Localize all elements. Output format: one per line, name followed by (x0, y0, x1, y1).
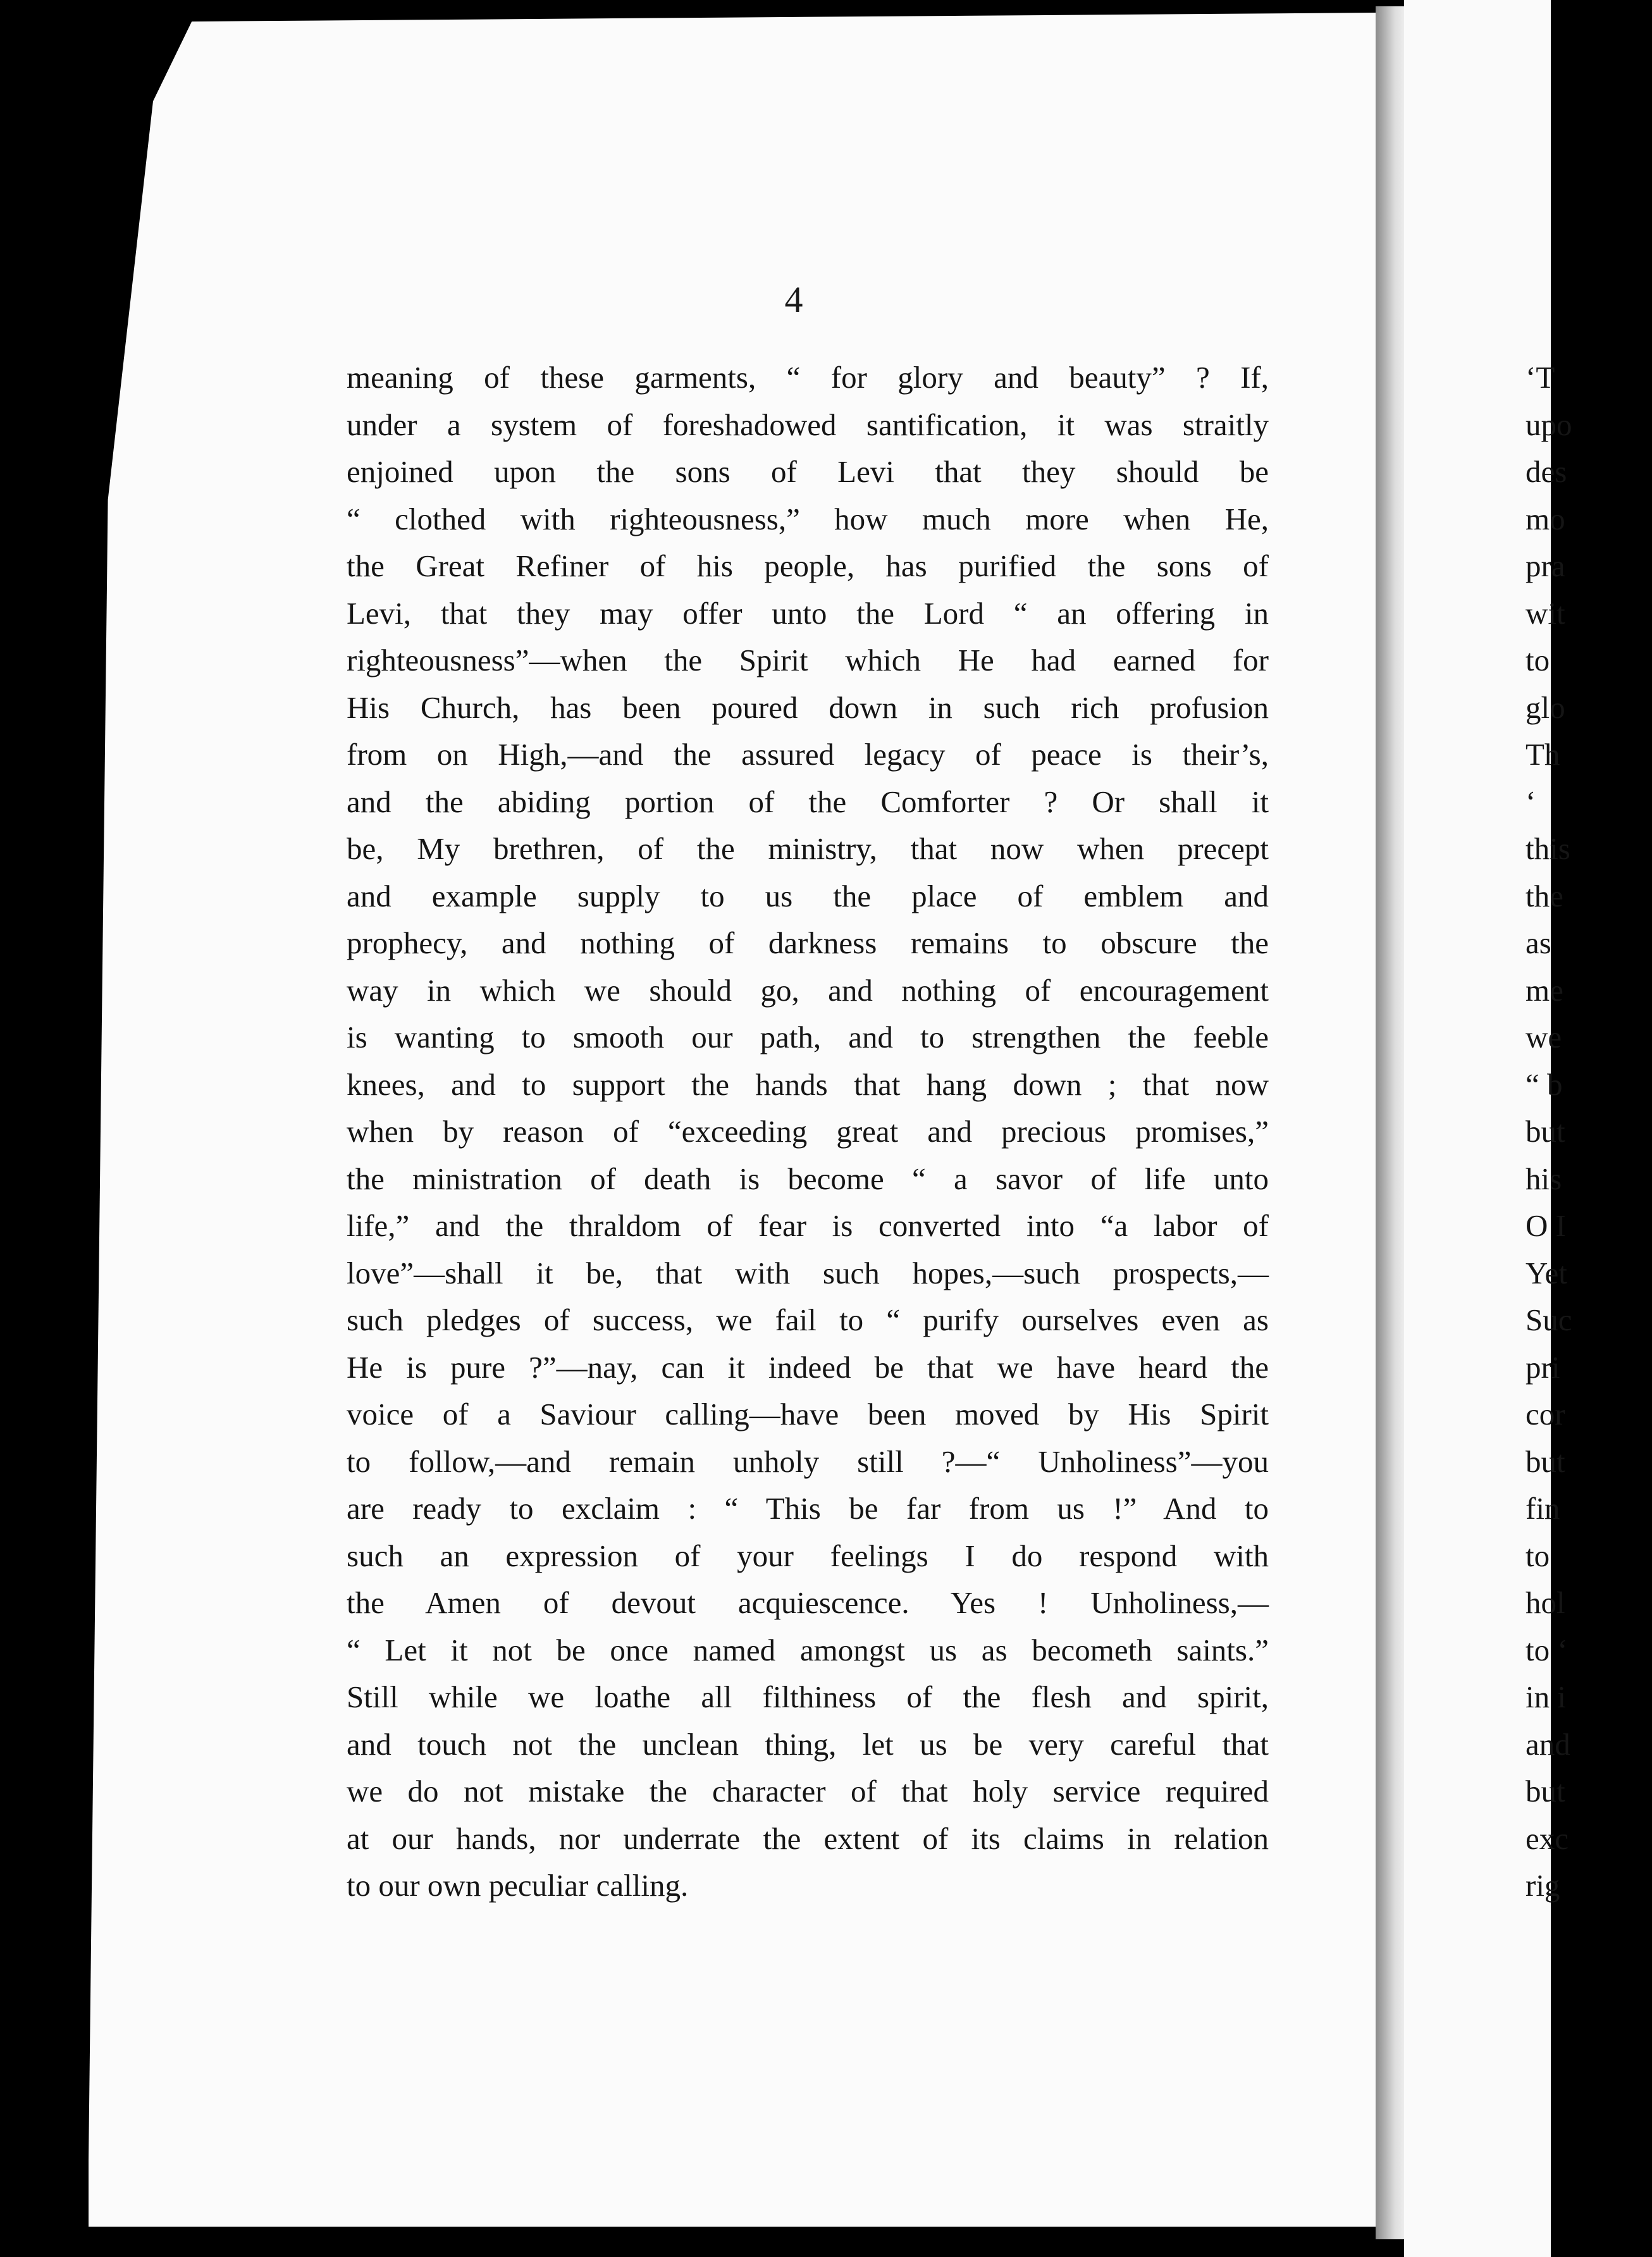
facing-page-fragment: wit (1526, 595, 1565, 631)
facing-page-fragment: mo (1526, 501, 1565, 536)
text-line: and touch not the unclean thing, let us be very careful that (347, 1726, 1269, 1762)
text-line: are ready to exclaim : “ This be far from us !” And to (347, 1491, 1269, 1526)
text-line: from on High,—and the assured legacy of peace is their’s, (347, 737, 1269, 772)
text-line: righteousness”—when the Spirit which He had earned for (347, 643, 1269, 677)
text-line: Still while we loathe all filthiness of the flesh and spirit, (347, 1679, 1269, 1714)
facing-page-fragment: “ b (1526, 1067, 1563, 1102)
facing-page-fragment: in i (1526, 1679, 1566, 1714)
text-line: at our hands, nor underrate the extent of its claims in relation (347, 1821, 1269, 1856)
facing-page-fragment: des (1526, 454, 1567, 489)
text-line: prophecy, and nothing of darkness remains to obscure the (347, 925, 1269, 960)
facing-page-fragment: pri (1526, 1349, 1560, 1385)
text-line: life,” and the thraldom of fear is converted into “a labor of (347, 1208, 1269, 1243)
facing-page-fragment: but (1526, 1114, 1565, 1149)
facing-page-fragment: exc (1526, 1821, 1569, 1856)
text-line: meaning of these garments, “ for glory and beauty” ? If, (347, 360, 1269, 395)
text-line: is wanting to smooth our path, and to strengthen the feeble (347, 1020, 1269, 1054)
text-line: and example supply to us the place of emblem and (347, 878, 1269, 913)
text-line: when by reason of “exceeding great and precious promises,” (347, 1114, 1269, 1149)
text-line: to our own peculiar calling. (347, 1868, 689, 1903)
facing-page-fragment: but (1526, 1774, 1565, 1809)
facing-page-fragment: cor (1526, 1397, 1565, 1431)
text-line: such an expression of your feelings I do respond with (347, 1538, 1269, 1573)
text-line: the Great Refiner of his people, has purified the sons of (347, 548, 1269, 583)
facing-page-fragment: the (1526, 878, 1563, 913)
text-line: enjoined upon the sons of Levi that they should be (347, 454, 1269, 489)
text-line: and the abiding portion of the Comforter ? Or shall it (347, 784, 1269, 819)
text-line: “ Let it not be once named amongst us as becometh saints.” (347, 1632, 1269, 1667)
facing-page-fragment: me (1526, 972, 1563, 1008)
facing-page-fragment: hol (1526, 1585, 1565, 1620)
text-line: His Church, has been poured down in such rich profusion (347, 689, 1269, 725)
text-line: be, My brethren, of the ministry, that now when precept (347, 831, 1269, 866)
text-line: the ministration of death is become “ a savor of life unto (347, 1161, 1269, 1196)
text-line: “ clothed with righteousness,” how much more when He, (347, 501, 1269, 536)
facing-page-fragment: O I (1526, 1208, 1566, 1243)
facing-page-fragment: ‘ (1526, 784, 1536, 819)
text-line: under a system of foreshadowed santification, it was straitly (347, 407, 1269, 442)
facing-page-fragment: but (1526, 1444, 1565, 1479)
text-line: love”—shall it be, that with such hopes,—such prospects,— (347, 1255, 1269, 1290)
facing-page-fragment: we (1526, 1020, 1562, 1054)
facing-page-fragment: glo (1526, 689, 1565, 725)
text-line: He is pure ?”—nay, can it indeed be that we have heard the (347, 1349, 1269, 1385)
facing-page-fragment: this (1526, 831, 1570, 866)
page-number: 4 (784, 279, 803, 320)
facing-page-fragment: rig (1526, 1868, 1560, 1903)
facing-page-text (1526, 354, 1652, 1910)
facing-page-fragment: Th (1526, 737, 1560, 772)
facing-page-fragment: fin (1526, 1491, 1560, 1526)
text-line: to follow,—and remain unholy still ?—“ Unholiness”—you (347, 1444, 1269, 1479)
text-line: such pledges of success, we fail to “ purify ourselves even as (347, 1302, 1269, 1337)
text-line: we do not mistake the character of that holy service required (347, 1774, 1269, 1809)
text-line: Levi, that they may offer unto the Lord “ an offering in (347, 595, 1269, 631)
text-line: way in which we should go, and nothing of encouragement (347, 972, 1269, 1008)
facing-page-fragment: to ‘ (1526, 1632, 1568, 1667)
facing-page-fragment: to (1526, 643, 1550, 677)
facing-page-fragment: ‘T (1526, 360, 1555, 395)
facing-page-fragment: as (1526, 925, 1551, 960)
text-line: the Amen of devout acquiescence. Yes ! Unholiness,— (347, 1585, 1269, 1620)
facing-page-fragment: to (1526, 1538, 1550, 1573)
facing-page-fragment: his (1526, 1161, 1562, 1196)
facing-page-fragment: Yet (1526, 1255, 1567, 1290)
facing-page-fragment: and (1526, 1726, 1570, 1762)
body-text (347, 354, 1269, 1910)
facing-page-fragment: upo (1526, 407, 1572, 442)
text-line: voice of a Saviour calling—have been moved by His Spirit (347, 1397, 1269, 1431)
book-gutter (1376, 6, 1407, 2239)
facing-page-fragment: Suc (1526, 1302, 1572, 1337)
facing-page-fragment: pra (1526, 548, 1565, 583)
text-line: knees, and to support the hands that hang down ; that now (347, 1067, 1269, 1102)
